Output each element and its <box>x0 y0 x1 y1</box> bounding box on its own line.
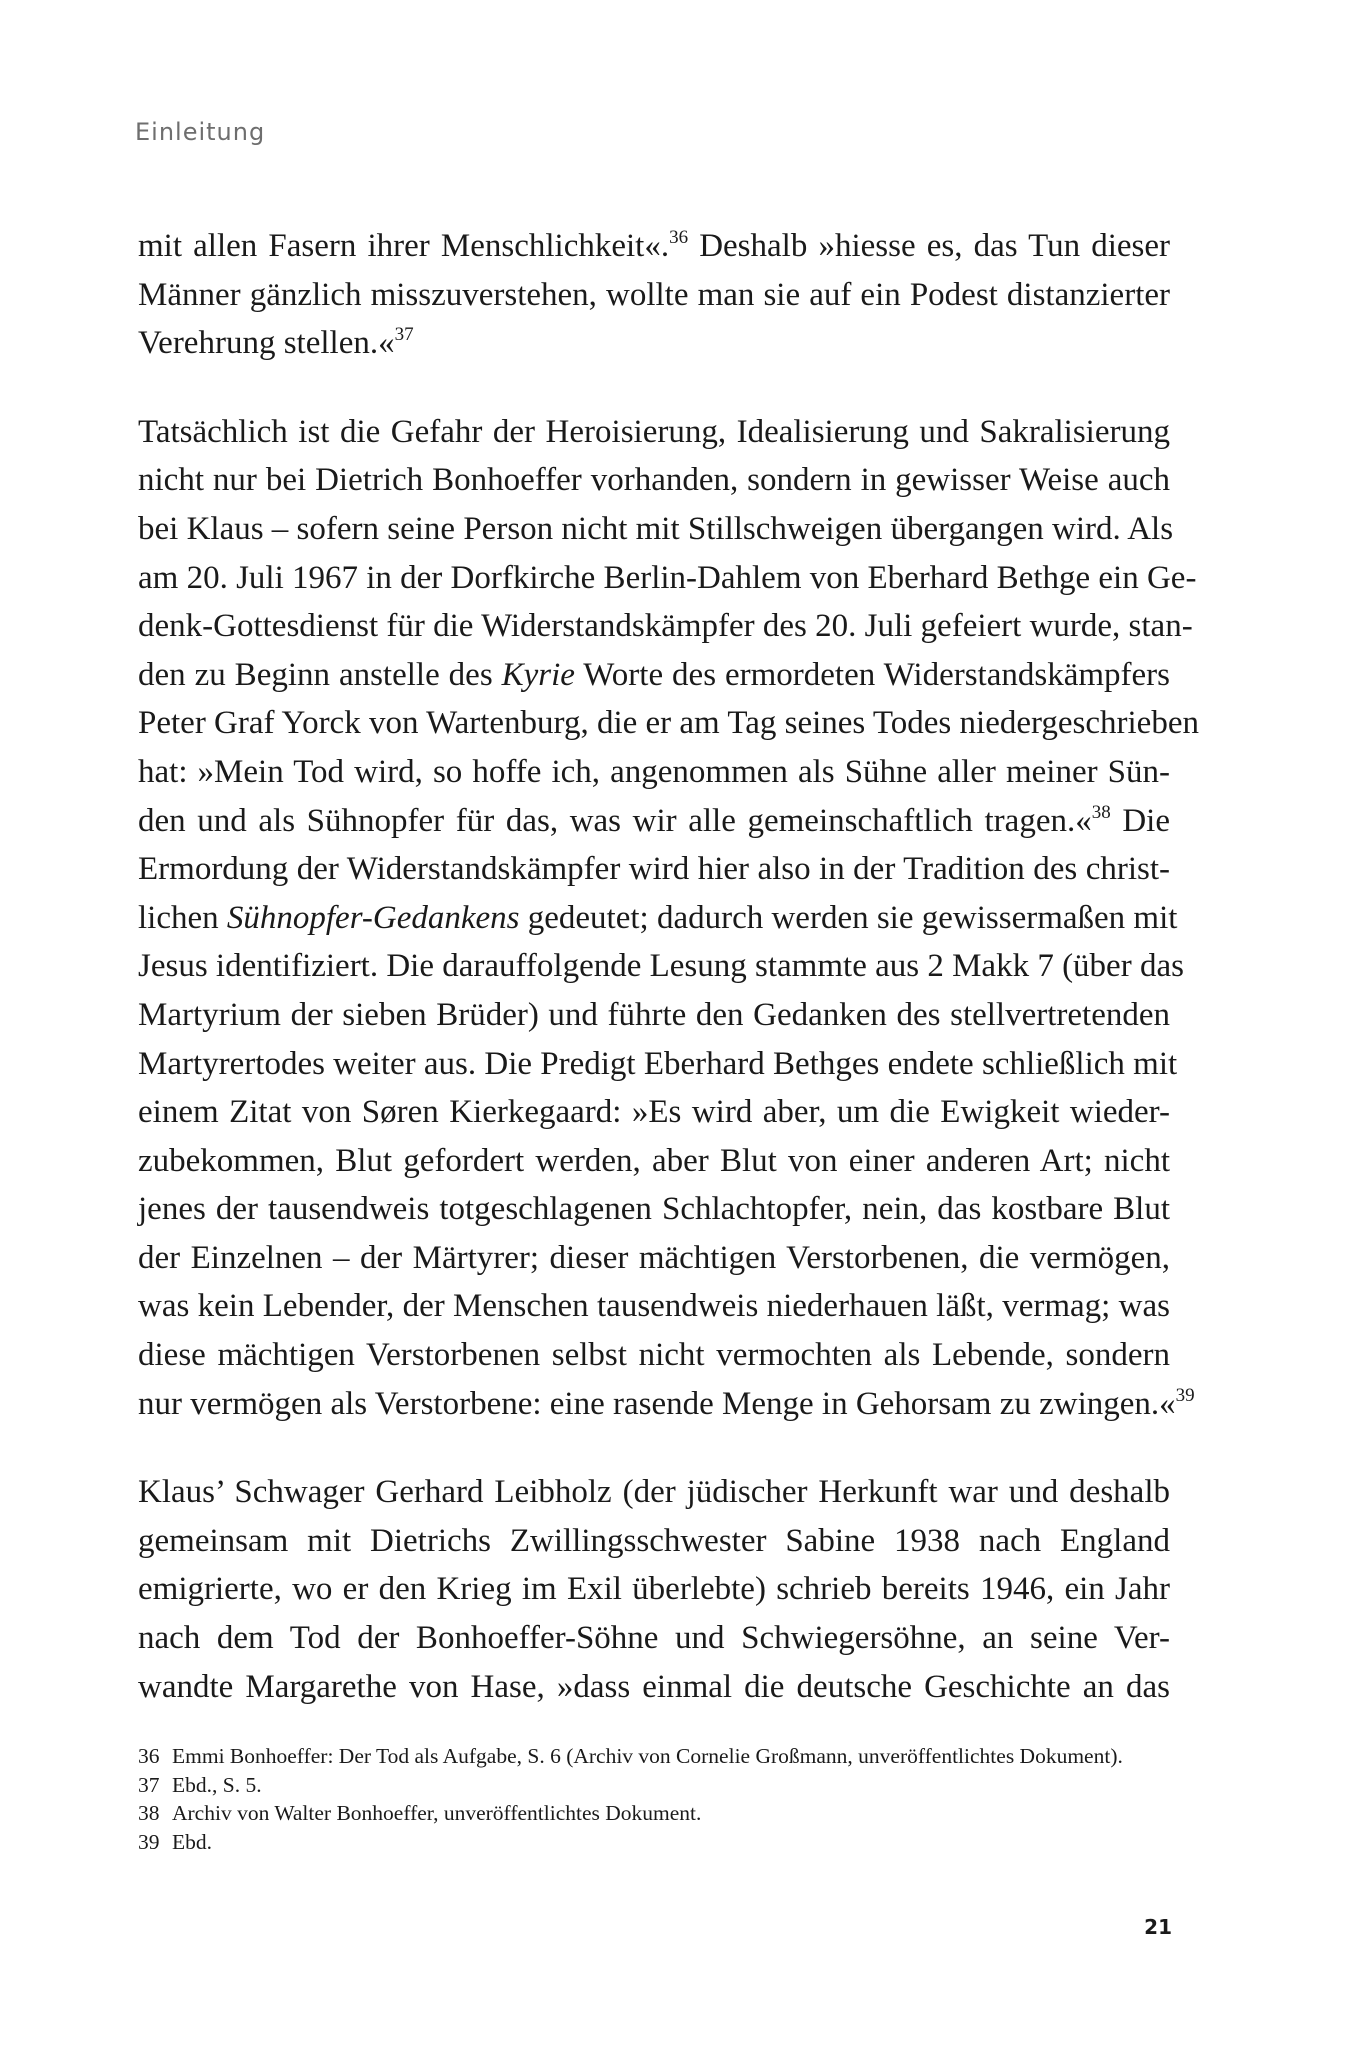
text-line: nicht nur bei Dietrich Bonhoeffer vorhanden, sondern in gewisser Weise auch <box>138 462 1170 499</box>
text-line: den und als Sühnopfer für das, was wir alle gemeinschaftlich tragen.«$^{38}$ Die <box>138 801 1170 839</box>
text-line: lichen Sühnopfer-Gedankens gedeutet; dadurch werden sie gewissermaßen mit <box>138 899 1178 936</box>
footnote-text: Ebd., S. 5. <box>172 1772 262 1797</box>
text-line: was kein Lebender, der Menschen tausendweis niederhauen läßt, vermag; was <box>138 1288 1170 1325</box>
footnote-number: 38 <box>138 1801 160 1825</box>
italic-term: Kyrie <box>501 656 575 693</box>
footnote-number: 39 <box>138 1829 160 1854</box>
text-line: emigrierte, wo er den Krieg im Exil überlebte) schrieb bereits 1946, ein Jahr <box>138 1571 1170 1608</box>
footnotes <box>138 1742 1178 1856</box>
text-line: am 20. Juli 1967 in der Dorfkirche Berlin-Dahlem von Eberhard Bethge ein Ge- <box>138 559 1197 596</box>
footnote-ref[interactable]: 39 <box>1175 1384 1195 1406</box>
text-line: denk-Gottesdienst für die Widerstandskämpfer des 20. Juli gefeiert wurde, stan- <box>138 608 1193 645</box>
text-line: der Einzelnen – der Märtyrer; dieser mächtigen Verstorbenen, die vermögen, <box>138 1239 1170 1276</box>
running-head: Einleitung <box>135 118 266 146</box>
paragraph-1 <box>138 222 1170 368</box>
footnote <box>138 1828 1178 1857</box>
text-line: nur vermögen als Verstorbene: eine rasende Menge in Gehorsam zu zwingen.«$^{39}$ <box>138 1384 1195 1422</box>
text-line: den zu Beginn anstelle des Kyrie Worte des ermordeten Widerstandskämpfers <box>138 656 1170 693</box>
text-line: Klaus’ Schwager Gerhard Leibholz (der jüdischer Herkunft war und deshalb <box>138 1474 1170 1511</box>
text-line: wandte Margarethe von Hase, »dass einmal die deutsche Geschichte an das <box>138 1668 1170 1705</box>
footnote-text: Ebd. <box>172 1829 213 1854</box>
text-line: Männer gänzlich misszuverstehen, wollte man sie auf ein Podest distanzierter <box>138 276 1170 313</box>
text-line: einem Zitat von Søren Kierkegaard: »Es wird aber, um die Ewigkeit wieder- <box>138 1094 1170 1131</box>
italic-term: Sühnopfer-Gedankens <box>226 899 520 936</box>
text-line: Martyrertodes weiter aus. Die Predigt Eberhard Bethges endete schließlich mit <box>138 1045 1178 1082</box>
footnote <box>138 1771 1178 1800</box>
text-line: nach dem Tod der Bonhoeffer-Söhne und Schwiegersöhne, an seine Ver- <box>138 1620 1170 1657</box>
text-line: diese mächtigen Verstorbenen selbst nicht vermochten als Lebende, sondern <box>138 1337 1170 1374</box>
paragraph-2 <box>138 408 1199 1428</box>
footnote-number: 36 <box>138 1744 160 1768</box>
footnote-ref[interactable]: 38 <box>1091 801 1111 823</box>
footnote-ref[interactable]: 37 <box>394 324 414 346</box>
body-text <box>138 222 1199 1751</box>
footnote-text: Archiv von Walter Bonhoeffer, unveröffentlichtes Dokument. <box>172 1801 702 1825</box>
text-line: mit allen Fasern ihrer Menschlichkeit«.$^{36}$ Deshalb »hiesse es, das Tun dieser <box>138 227 1170 264</box>
text-line: Verehrung stellen.«$^{37}$ <box>138 324 414 362</box>
footnote-text: Emmi Bonhoeffer: Der Tod als Aufgabe, S. 6 (Archiv von Cornelie Großmann, unveröffentlichtes Dokument). <box>172 1744 1123 1768</box>
footnote-number: 37 <box>138 1772 160 1797</box>
page-number: 21 <box>1144 1915 1172 1939</box>
text-line: Tatsächlich ist die Gefahr der Heroisierung, Idealisierung und Sakralisierung <box>138 413 1170 450</box>
footnote-ref[interactable]: 36 <box>669 227 689 248</box>
text-line: jenes der tausendweis totgeschlagenen Schlachtopfer, nein, das kostbare Blut <box>138 1191 1170 1228</box>
text-line: Martyrium der sieben Brüder) und führte den Gedanken des stellvertretenden <box>138 996 1170 1033</box>
text-line: Jesus identifiziert. Die darauffolgende Lesung stammte aus 2 Makk 7 (über das <box>138 948 1184 985</box>
paragraph-3 <box>138 1468 1170 1711</box>
footnote <box>138 1742 1178 1771</box>
text-line: zubekommen, Blut gefordert werden, aber Blut von einer anderen Art; nicht <box>138 1142 1170 1179</box>
text-line: gemeinsam mit Dietrichs Zwillingsschwester Sabine 1938 nach England <box>138 1522 1170 1559</box>
footnote <box>138 1799 1178 1828</box>
text-line: Ermordung der Widerstandskämpfer wird hier also in der Tradition des christ- <box>138 851 1170 888</box>
text-line: Peter Graf Yorck von Wartenburg, die er am Tag seines Todes niedergeschrieben <box>138 705 1199 742</box>
text-line: bei Klaus – sofern seine Person nicht mit Stillschweigen übergangen wird. Als <box>138 510 1174 547</box>
text-line: hat: »Mein Tod wird, so hoffe ich, angenommen als Sühne aller meiner Sün- <box>138 753 1170 790</box>
